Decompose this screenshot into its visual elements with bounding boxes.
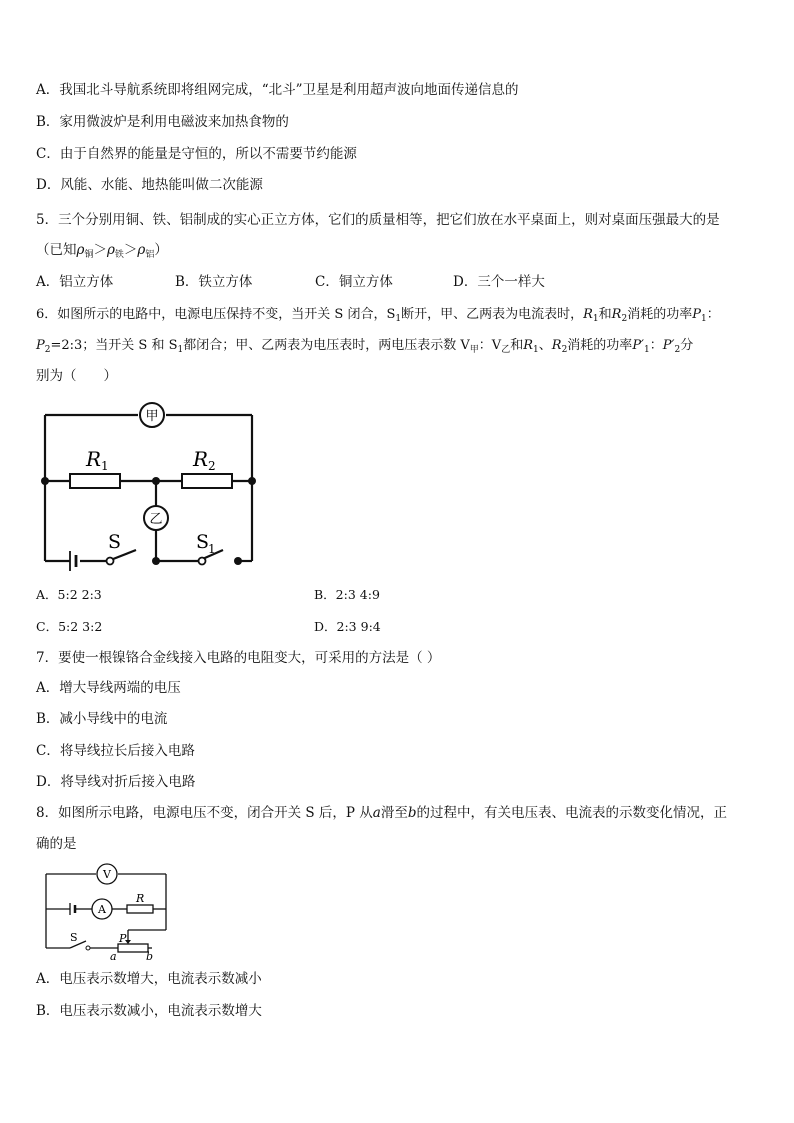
q6-option-b: B．2:3 4:9 [314, 587, 380, 602]
q7-option-b: B．减小导线中的电流 [36, 711, 168, 727]
svg-text:A: A [98, 903, 106, 916]
q7-option-a: A．增大导线两端的电压 [36, 680, 181, 696]
q4-option-c: C．由于自然界的能量是守恒的，所以不需要节约能源 [36, 146, 357, 162]
q6-stem-line2: $P_2=2:3$；当开关 S 和 $S_1$都闭合；甲、乙两表为电压表时，两电压表示数 $V_甲$：$V_乙$和$R_1$、$R_2$消耗的功率$P'_1$：$P'_2$分 [36, 338, 694, 355]
label-s: S [70, 931, 78, 944]
label-r1: R [86, 447, 102, 471]
svg-text:乙: 乙 [149, 512, 163, 527]
svg-text:1: 1 [101, 459, 109, 473]
q5-option-c: C．铜立方体 [315, 274, 393, 290]
svg-text:甲: 甲 [145, 409, 159, 424]
label-a: a [110, 950, 117, 963]
q6-circuit-diagram [38, 400, 268, 572]
q6-stem-line3: 别为（ ） [36, 368, 117, 384]
label-p: P [119, 932, 127, 945]
ammeter-yi-icon [144, 506, 168, 530]
q6-option-a: A．5:2 2:3 [36, 587, 102, 602]
q8-option-b: B．电压表示数减小，电流表示数增大 [36, 1003, 262, 1019]
label-b: b [146, 950, 154, 963]
ammeter-icon [92, 899, 112, 919]
q5-option-d: D．三个一样大 [453, 274, 545, 290]
voltmeter-icon [97, 864, 117, 884]
label-r2: R [193, 447, 209, 471]
q7-option-d: D．将导线对折后接入电路 [36, 774, 196, 790]
label-s1: S [196, 531, 210, 553]
q6-option-c: C．5:2 3:2 [36, 619, 103, 634]
label-s: S [108, 531, 122, 553]
q8-stem-line2: 确的是 [36, 836, 77, 852]
q5-option-a: A．铝立方体 [36, 274, 114, 290]
q8-circuit-diagram [40, 862, 170, 962]
q4-option-d: D．风能、水能、地热能叫做二次能源 [36, 177, 263, 193]
q6-option-d: D．2:3 9:4 [314, 619, 381, 634]
svg-text:1: 1 [208, 542, 216, 556]
q5-stem: 5．三个分别用铜、铁、铝制成的实心正立方体，它们的质量相等，把它们放在水平桌面上，则对桌面压强最大的是 [36, 212, 720, 228]
svg-text:V: V [103, 868, 111, 881]
q5-known-condition: （已知$\rho_铜>\rho_铁>\rho_铝$） [36, 242, 168, 260]
svg-text:2: 2 [208, 459, 216, 473]
q5-option-b: B．铁立方体 [175, 274, 253, 290]
q8-option-a: A．电压表示数增大，电流表示数减小 [36, 971, 262, 987]
q7-stem: 7．要使一根镍铬合金线接入电路的电阻变大，可采用的方法是（ ） [36, 650, 441, 666]
q8-stem-line1: 8．如图所示电路，电源电压不变，闭合开关 S 后，P 从a滑至b的过程中，有关电压表、电流表的示数变化情况，正 [36, 805, 728, 821]
q6-stem-line1: 6．如图所示的电路中，电源电压保持不变，当开关 S 闭合，$S_1$断开，甲、乙两表为电流表时，$R_1$和$R_2$消耗的功率$P_1$： [36, 307, 720, 324]
ammeter-jia-icon [140, 403, 164, 427]
label-r: R [136, 892, 145, 905]
q4-option-b: B．家用微波炉是利用电磁波来加热食物的 [36, 114, 289, 130]
q4-option-a: A．我国北斗导航系统即将组网完成，“北斗”卫星是利用超声波向地面传递信息的 [36, 82, 519, 98]
q7-option-c: C．将导线拉长后接入电路 [36, 743, 195, 759]
